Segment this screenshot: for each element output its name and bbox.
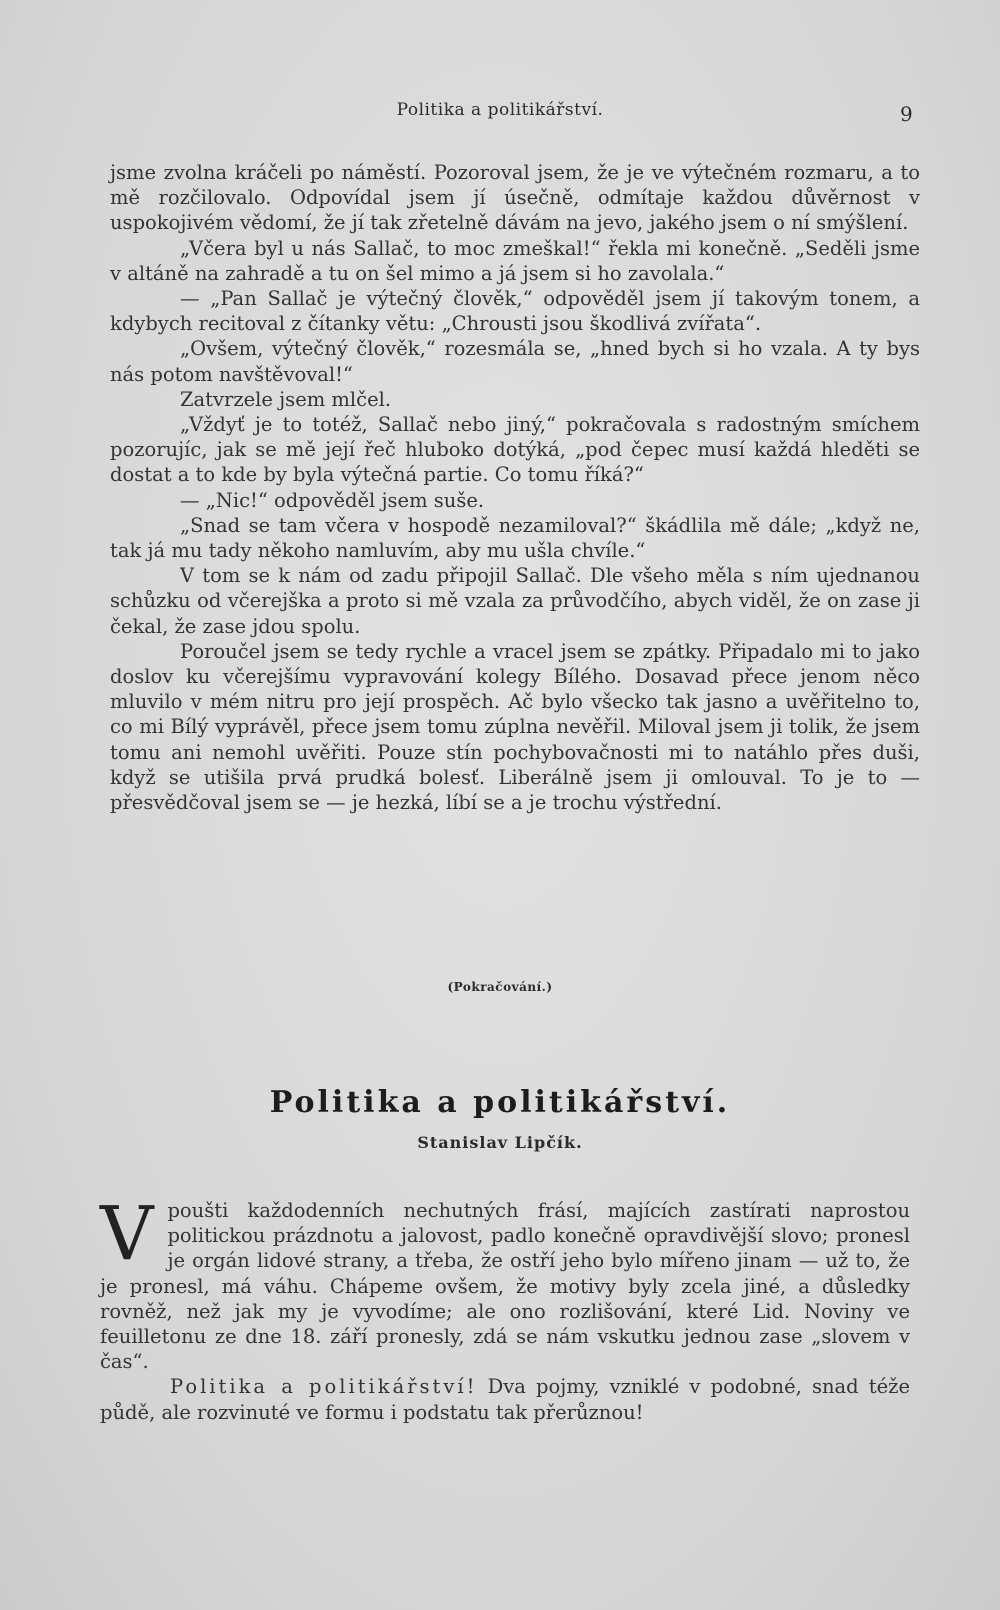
article-second-paragraph-text: Dva pojmy, vzniklé v podobné, snad téže půdě, ale rozvinuté ve formu i podstatu tak přerůznou! — [100, 1375, 910, 1424]
story-paragraph: „Snad se tam včera v hospodě nezamiloval?“ škádlila mě dále; „když ne, tak já mu tady někoho namluvím, aby mu ušla chvíle.“ — [110, 513, 920, 563]
article-first-paragraph — [100, 1191, 910, 1374]
story-paragraph: Zatvrzele jsem mlčel. — [180, 387, 392, 411]
story-paragraph: Poroučel jsem se tedy rychle a vracel jsem se zpátky. Připadalo mi to jako doslov ku včerejšímu vypravování kolegy Bílého. Dosavad přece jenom něco mluvilo v mém nitru pro její prospěch. Ač bylo všecko tak jasno a uvěřitelno to, co mi Bílý vyprávěl, přece jsem tomu zúplna nevěřil. Miloval jsem ji tolik, že jsem tomu ani nemohl uvěřiti. Pouze stín pochybovačnosti mi to natáhlo přes duši, když se utišila prvá prudká bolesť. Liberálně jsem ji omlouval. To je to — přesvědčoval jsem se — je hezká, líbí se a je trochu výstřední. — [110, 639, 920, 815]
story-paragraph: jsme zvolna kráčeli po náměstí. Pozoroval jsem, že je ve výtečném rozmaru, a to mě rozčilovalo. Odpovídal jsem jí úsečně, odmítaje každou důvěrnost v uspokojivém vědomí, že jí tak zřetelně dávám na jevo, jakého jsem o ní smýšlení. — [110, 161, 920, 235]
story-paragraph: „Včera byl u nás Sallač, to moc zmeškal!“ řekla mi konečně. „Seděli jsme v altáně na zahradě a tu on šel mimo a já jsem si ho zavolala.“ — [110, 236, 920, 285]
article-title: Politika a politikářství. — [269, 1085, 731, 1120]
drop-cap: V — [100, 1191, 154, 1277]
story-paragraph: — „Pan Sallač je výtečný člověk,“ odpověděl jsem jí takovým tonem, a kdybych recitoval z čítanky větu: „Chrousti jsou škodlivá zvířata“. — [110, 287, 920, 336]
page-number: 9 — [900, 102, 913, 126]
story-paragraph: — „Nic!“ odpověděl jsem suše. — [180, 488, 485, 512]
spaced-phrase: Politika a politikářství! — [170, 1375, 478, 1399]
story-paragraph: „Ovšem, výtečný člověk,“ rozesmála se, „hned bych si ho vzala. A ty bys nás potom navštěvoval!“ — [110, 337, 920, 386]
article-author: Stanislav Lipčík. — [417, 1133, 583, 1152]
running-head: Politika a politikářství. — [396, 100, 604, 120]
story-paragraph: V tom se k nám od zadu připojil Sallač. Dle všeho měla s ním ujednanou schůzku od včerejška a proto si mě vzala za průvodčího, abych viděl, že on zase ji čekal, že zase jdou spolu. — [110, 564, 920, 638]
story-paragraph: „Vždyť je to totéž, Sallač nebo jiný,“ pokračovala s radostným smíchem pozorujíc, jak se mě její řeč hluboko dotýká, „pod čepec musí každá hleděti se dostat a to kde by byla výtečná partie. Co tomu říká?“ — [110, 413, 920, 487]
continuation-note: (Pokračování.) — [447, 980, 553, 994]
story-text — [110, 160, 920, 815]
article-second-paragraph — [100, 1374, 910, 1424]
article-first-paragraph-text: poušti každodenních nechutných frásí, majících zastírati naprostou politickou prázdnotu a jalovost, padlo konečně opravdivější slovo; pronesl je orgán lidové strany, a třeba, že ostří jeho bylo mířeno jinam — už to, že je pronesl, má váhu. Chápeme ovšem, že motivy byly zcela jiné, a důsledky rovněž, než jak my je vyvodíme; ale ono rozlišování, které Lid. Noviny ve feuilletonu ze dne 18. září pronesly, zdá se nám vskutku jednou zase „slovem v čas“. — [100, 1199, 910, 1374]
article-text — [100, 1191, 910, 1425]
